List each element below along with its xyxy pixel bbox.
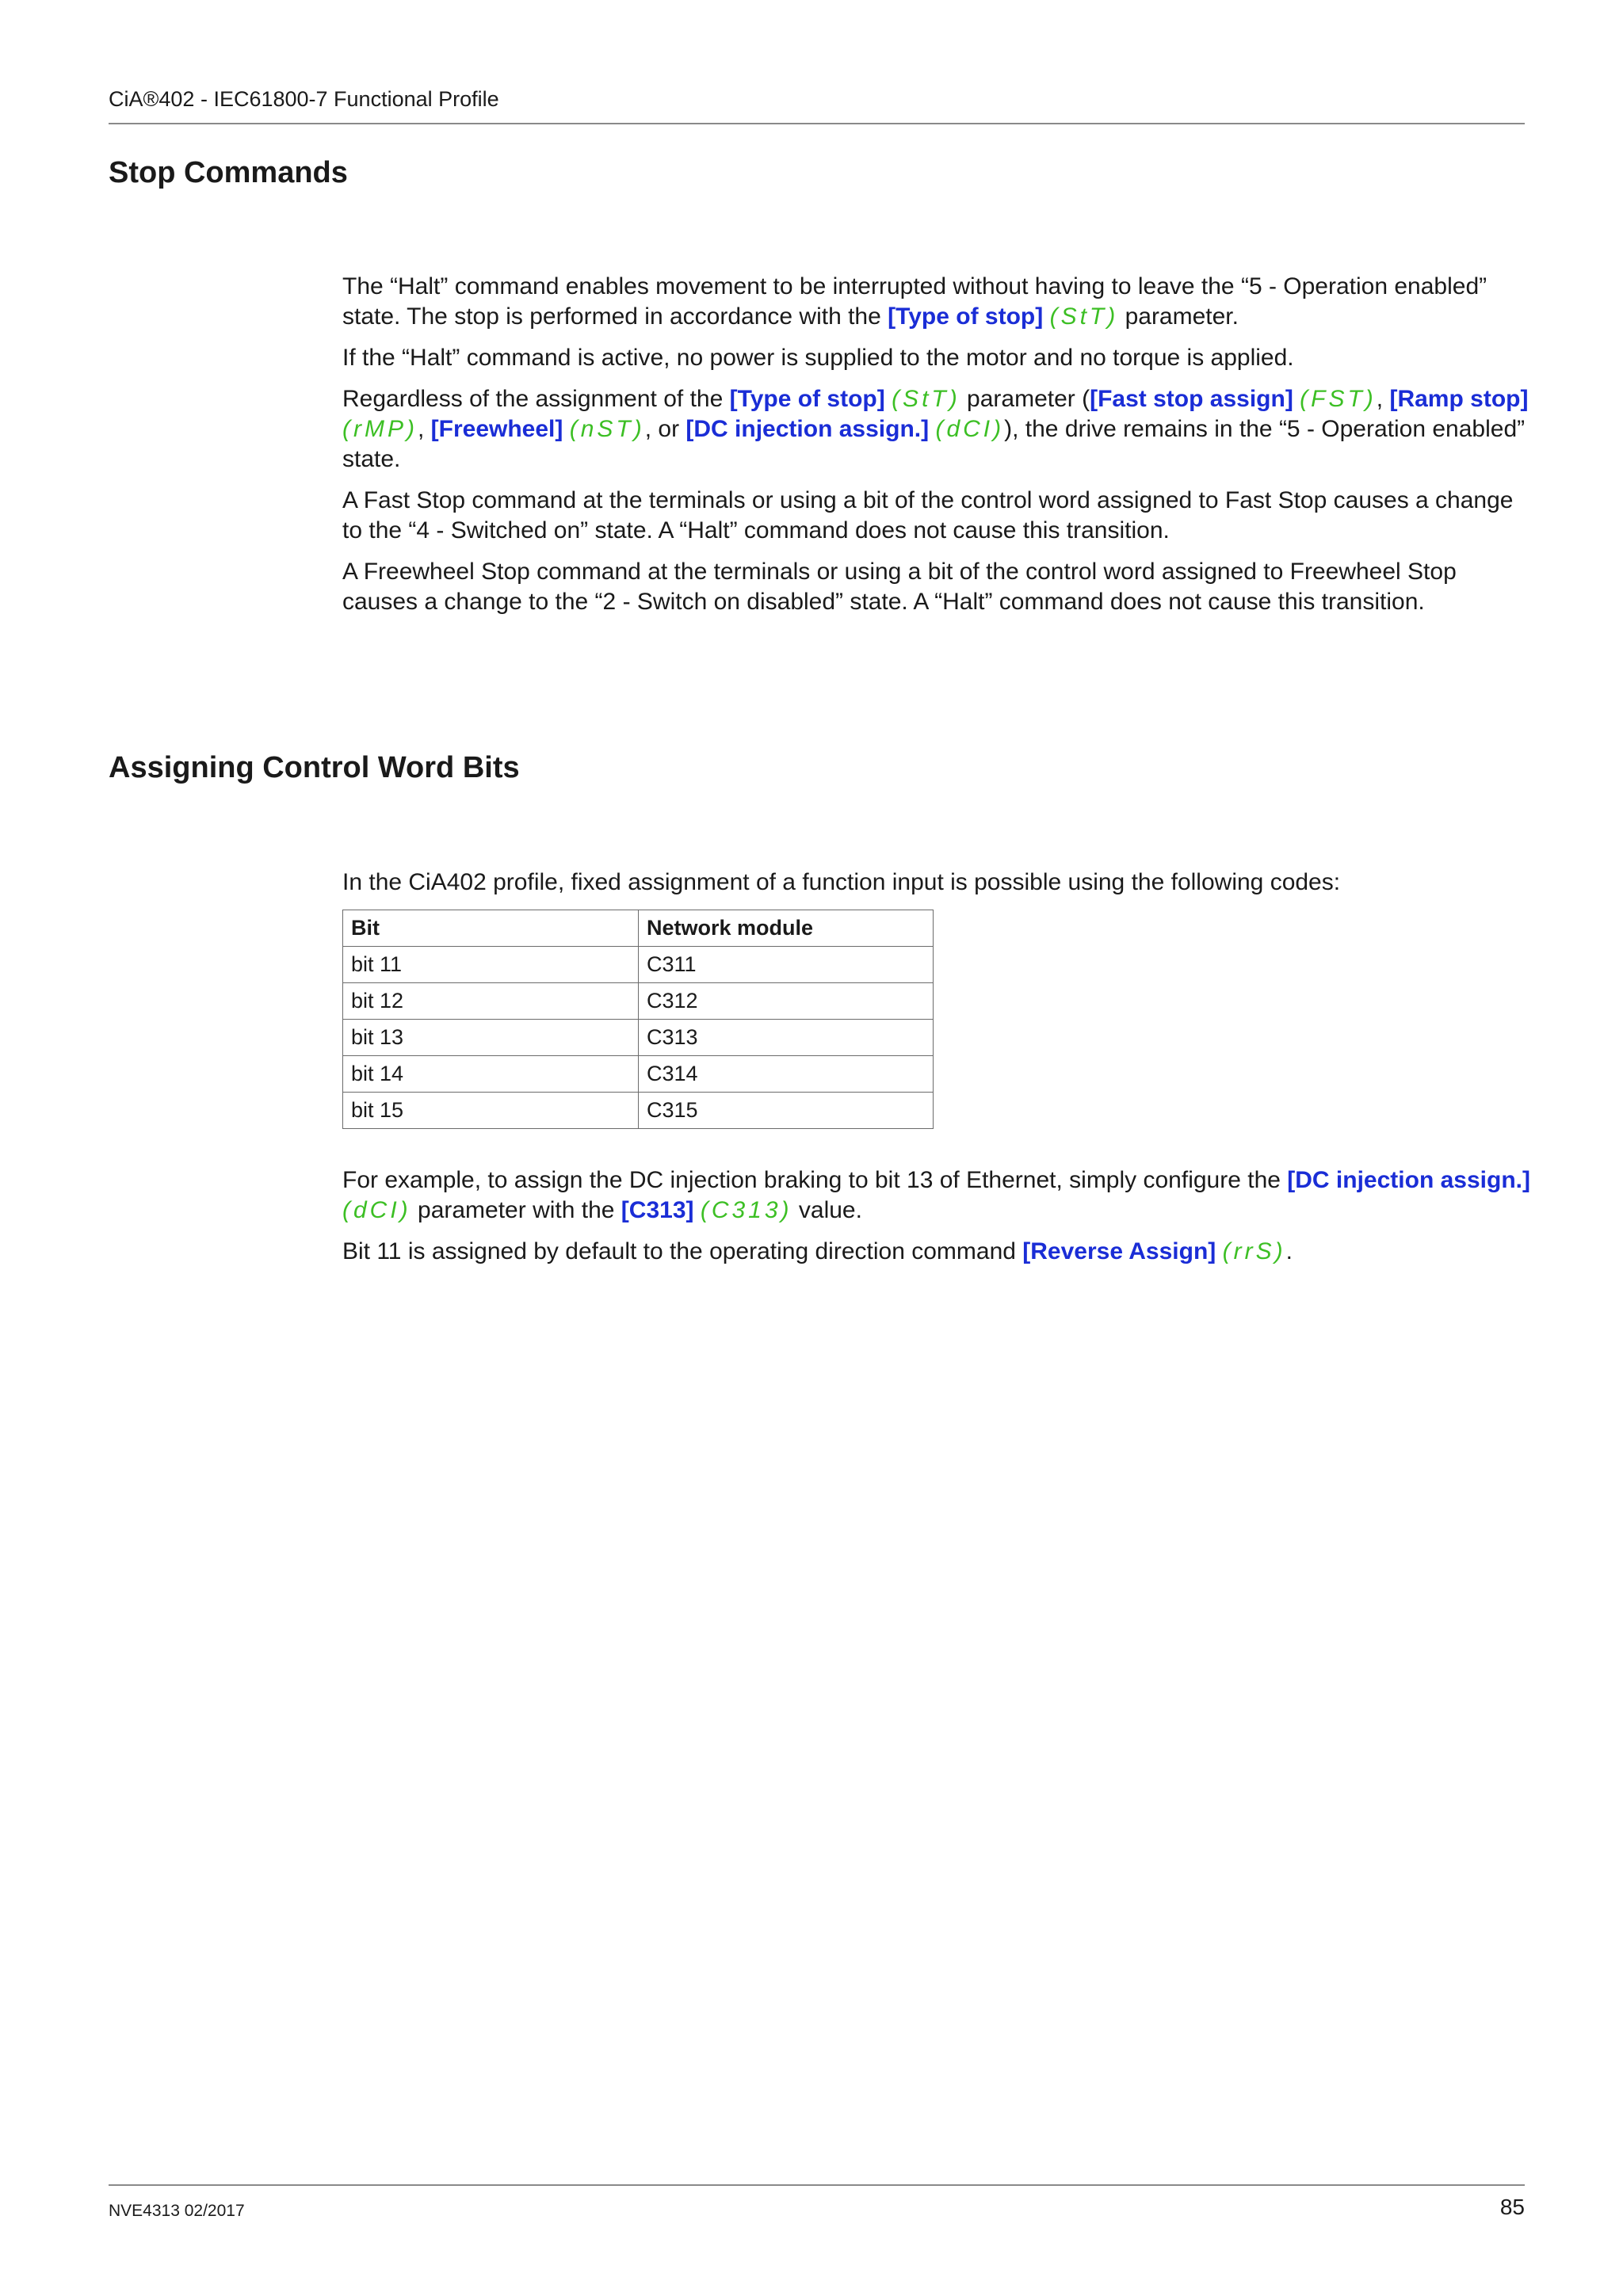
page-number: 85 — [1499, 2195, 1525, 2219]
paragraph — [342, 1237, 1531, 1267]
control-word-intro — [342, 868, 1531, 909]
table-row — [343, 1093, 934, 1129]
param-ramp-stop: [Ramp stop] — [1389, 386, 1529, 412]
paragraph — [342, 272, 1531, 332]
text: , — [417, 416, 431, 442]
text: For example, to assign the DC injection braking to bit 13 of Ethernet, simply configure the — [342, 1167, 1288, 1193]
code-rrs: (rrS) — [1222, 1238, 1286, 1264]
text: The “Halt” command enables movement to be interrupted without having to leave the “5 - Operation enabled” state. The stop is performed in accordance with the — [342, 273, 1487, 330]
table-cell: bit 14 — [343, 1056, 639, 1093]
table-cell: bit 11 — [343, 947, 639, 983]
stop-commands-body — [342, 272, 1531, 628]
running-header: CiA®402 - IEC61800-7 Functional Profile — [109, 87, 499, 111]
paragraph — [342, 1165, 1531, 1226]
table-cell: C314 — [639, 1056, 934, 1093]
table-header-cell: Bit — [343, 910, 639, 947]
code-stt: (StT) — [892, 386, 960, 412]
paragraph: A Fast Stop command at the terminals or using a bit of the control word assigned to Fast Stop causes a change to the “4 - Switched on” state. A “Halt” command does not cause this transition. — [342, 487, 1514, 543]
table-header-cell: Network module — [639, 910, 934, 947]
control-word-after-table — [342, 1165, 1531, 1278]
text: Regardless of the assignment of the — [342, 386, 730, 412]
footer-doc-ref: NVE4313 02/2017 — [109, 2202, 245, 2220]
table-cell: C312 — [639, 983, 934, 1020]
param-reverse-assign: [Reverse Assign] — [1022, 1238, 1216, 1264]
text: parameter with the — [411, 1197, 621, 1223]
footer-rule — [109, 2184, 1525, 2186]
code-nst: (nST) — [569, 416, 645, 442]
code-rmp: (rMP) — [342, 416, 418, 442]
param-dc-injection-assign: [DC injection assign.] — [685, 416, 930, 442]
text: parameter ( — [960, 386, 1090, 412]
text: parameter. — [1118, 303, 1239, 330]
paragraph: A Freewheel Stop command at the terminals or using a bit of the control word assigned to Freewheel Stop causes a change to the “2 - Switch on disabled” state. A “Halt” command does not cause this transition. — [342, 559, 1457, 615]
text: . — [1285, 1238, 1293, 1264]
param-fast-stop-assign: [Fast stop assign] — [1090, 386, 1293, 412]
param-dc-injection-assign: [DC injection assign.] — [1287, 1167, 1530, 1193]
table-cell: bit 12 — [343, 983, 639, 1020]
table-row — [343, 947, 934, 983]
code-dci: (dCI) — [342, 1197, 411, 1223]
param-type-of-stop: [Type of stop] — [888, 303, 1044, 330]
text: ), the drive remains in the “5 - Operation enabled” state. — [342, 416, 1526, 472]
code-stt: (StT) — [1049, 303, 1119, 330]
table-cell: C315 — [639, 1093, 934, 1129]
paragraph: In the CiA402 profile, fixed assignment of a function input is possible using the following codes: — [342, 869, 1341, 895]
text: value. — [792, 1197, 862, 1223]
param-freewheel: [Freewheel] — [430, 416, 563, 442]
paragraph: If the “Halt” command is active, no power is supplied to the motor and no torque is applied. — [342, 345, 1294, 371]
text: , — [1376, 386, 1390, 412]
bit-code-table — [342, 910, 934, 1129]
table-cell: bit 13 — [343, 1020, 639, 1056]
param-c313: [C313] — [621, 1197, 694, 1223]
section-title-stop-commands: Stop Commands — [109, 156, 348, 189]
table-row — [343, 1020, 934, 1056]
text: , or — [644, 416, 686, 442]
code-fst: (FST) — [1300, 386, 1377, 412]
table-cell: bit 15 — [343, 1093, 639, 1129]
code-c313: (C313) — [700, 1197, 792, 1223]
header-rule — [109, 123, 1525, 124]
code-dci: (dCI) — [935, 416, 1005, 442]
table-header-row — [343, 910, 934, 947]
table-row — [343, 1056, 934, 1093]
table-cell: C313 — [639, 1020, 934, 1056]
param-type-of-stop: [Type of stop] — [729, 386, 885, 412]
table-row — [343, 983, 934, 1020]
paragraph — [342, 384, 1531, 475]
text: Bit 11 is assigned by default to the operating direction command — [342, 1238, 1023, 1264]
table-cell: C311 — [639, 947, 934, 983]
section-title-control-word-bits: Assigning Control Word Bits — [109, 751, 520, 784]
